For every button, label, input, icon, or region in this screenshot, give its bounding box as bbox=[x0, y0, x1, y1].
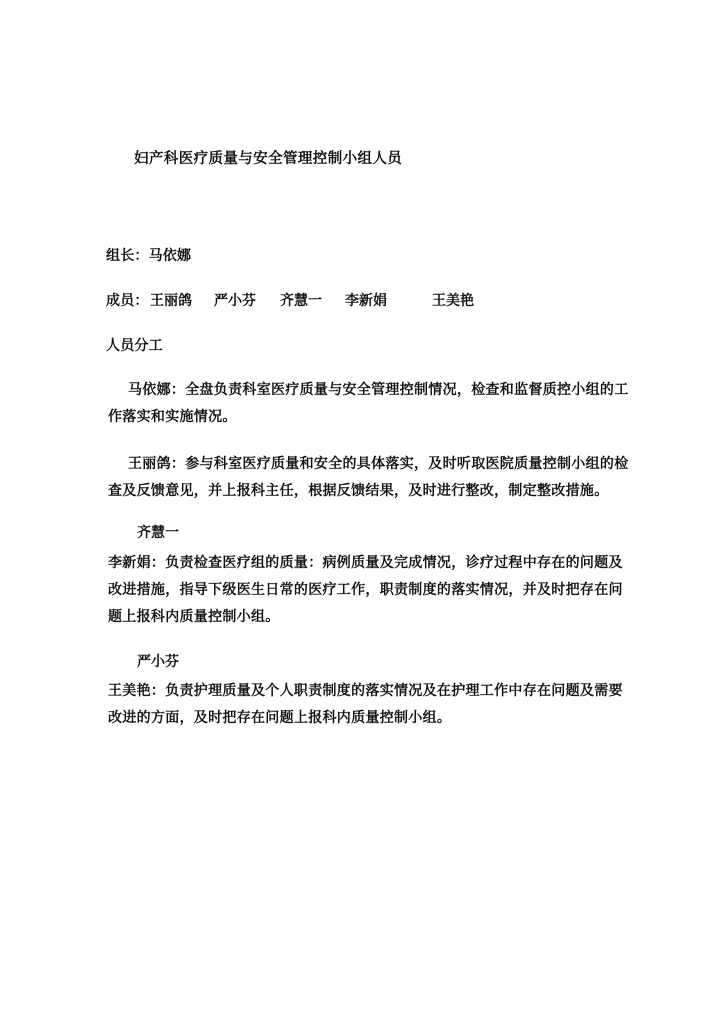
member-name: 李新娟 bbox=[345, 293, 387, 309]
member-name: 王美艳 bbox=[432, 293, 474, 309]
duty-line: 题上报科内质量控制小组。 bbox=[108, 609, 280, 625]
document-title: 妇产科医疗质量与安全管理控制小组人员 bbox=[134, 151, 403, 167]
duty-paragraph bbox=[108, 377, 648, 431]
member-name: 齐慧一 bbox=[280, 293, 322, 309]
sub-name: 齐慧一 bbox=[137, 525, 179, 541]
duty-line: 王美艳：负责护理质量及个人职责制度的落实情况及在护理工作中存在问题及需要 bbox=[108, 683, 623, 699]
division-heading: 人员分工 bbox=[106, 338, 163, 354]
sub-name: 严小芬 bbox=[137, 654, 179, 670]
duty-line: 改进的方面，及时把存在问题上报科内质量控制小组。 bbox=[108, 710, 452, 726]
member-name: 严小芬 bbox=[214, 293, 256, 309]
duty-paragraph bbox=[108, 550, 648, 631]
leader-line: 组长：马依娜 bbox=[106, 248, 192, 264]
member-name: 王丽鸽 bbox=[150, 293, 192, 309]
duty-paragraph bbox=[108, 678, 648, 732]
duty-line: 李新娟：负责检查医疗组的质量：病例质量及完成情况，诊疗过程中存在的问题及 bbox=[108, 555, 623, 571]
duty-line: 改进措施，指导下级医生日常的医疗工作，职责制度的落实情况，并及时把存在问 bbox=[108, 582, 623, 598]
duty-line: 查及反馈意见，并上报科主任，根据反馈结果，及时进行整改，制定整改措施。 bbox=[108, 483, 609, 499]
duty-line: 王丽鸽：参与科室医疗质量和安全的具体落实，及时听取医院质量控制小组的检 bbox=[128, 456, 629, 472]
members-label: 成员： bbox=[106, 293, 149, 309]
duty-line: 马依娜：全盘负责科室医疗质量与安全管理控制情况，检查和监督质控小组的工 bbox=[128, 382, 629, 398]
duty-line: 作落实和实施情况。 bbox=[108, 409, 237, 425]
duty-paragraph bbox=[108, 451, 648, 505]
